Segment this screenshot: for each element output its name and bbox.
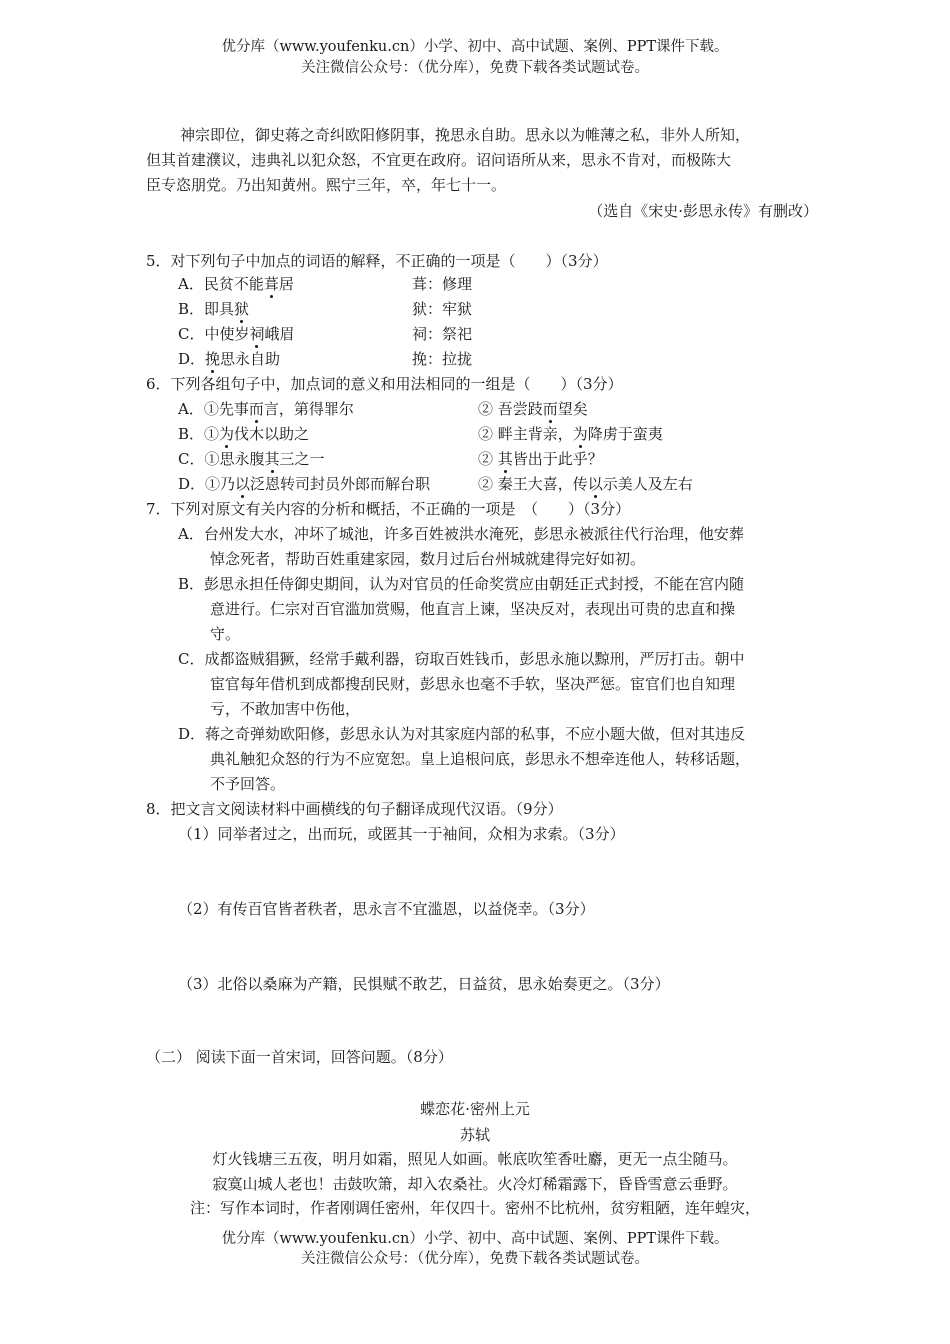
q7-b-line-3: 守。: [210, 625, 241, 643]
q5-option-d: [178, 347, 280, 372]
passage-source: （选自《宋史·彭思永传》有删改）: [588, 202, 818, 220]
poem-line-1: 灯火钱塘三五夜，明月如霜，照见人如画。帐底吹笙香吐麝，更无一点尘随马。: [212, 1150, 738, 1168]
q6-a-left-pre: A．①先事: [178, 400, 249, 418]
q6-c-right-post: 皆出于此乎？: [512, 450, 603, 468]
passage-line-3: 臣专恣朋党。乃出知黄州。熙宁三年，卒，年七十一。: [146, 176, 507, 194]
q6-stem: 6．下列各组句子中，加点词的意义和用法相同的一组是（ ）（3分）: [146, 375, 623, 393]
page-footer-line-1: 优分库（www.youfenku.cn）小学、初中、高中试题、案例、PPT课件下载。: [221, 1231, 729, 1247]
q5-a-post: 居: [278, 275, 294, 293]
q7-c-line-3: 亏，不敢加害中伤他，: [210, 700, 361, 718]
q6-row-d-left: [178, 472, 430, 497]
q6-c-left-mid: 腹: [249, 450, 265, 468]
q7-a-line-2: 悼念死者，帮助百姓重建家园，数月过后台州城就建得完好如初。: [210, 550, 646, 568]
q6-a-left-dotted-word: 而: [248, 400, 264, 418]
q5-c-dotted-word: 祠: [249, 325, 265, 343]
q6-b-left-pre: B．①: [178, 425, 220, 443]
q6-row-a-left: [178, 397, 354, 422]
q5-option-a: [178, 272, 294, 297]
q6-row-c-right: [478, 447, 603, 472]
q6-c-right-pre: ②: [478, 450, 498, 468]
q6-d-right-post: 示美人及左右: [602, 475, 693, 493]
q5-d-pre: D．: [178, 350, 206, 368]
q6-a-right-pre: ② 吾尝跂: [478, 400, 543, 418]
q6-c-left-dotted-word: 其: [264, 450, 280, 468]
q5-d-dotted-word: 挽: [205, 350, 221, 368]
q6-row-b-left: [178, 422, 309, 447]
q5-b-pre: B．即具: [178, 300, 235, 318]
q5-a-dotted-word: 葺: [263, 275, 279, 293]
poem-line-2: 寂寞山城人老也！击鼓吹箫，却入农桑社。火冷灯稀霜露下，昏昏雪意云垂野。: [212, 1175, 738, 1193]
page-header-line-1: 优分库（www.youfenku.cn）小学、初中、高中试题、案例、PPT课件下载。: [221, 39, 729, 55]
poem-author: 苏轼: [459, 1126, 490, 1144]
q5-a-pre: A．民贫不能: [178, 275, 264, 293]
q7-c-line-2: 宦官每年借机到成都搜刮民财，彭思永也毫不手软，坚决严惩。宦官们也自知理: [210, 675, 736, 693]
q5-b-dotted-word: 狱: [234, 300, 250, 318]
q5-option-b: [178, 297, 249, 322]
q8-item-1: （1）同举者过之，出而玩，或匿其一于袖间，众相为求索。（3分）: [178, 825, 625, 843]
q6-row-a-right: [478, 397, 588, 422]
q7-stem: 7．下列对原文有关内容的分析和概括，不正确的一项是 （ ）（3分）: [146, 500, 631, 518]
q7-d-line-1: D．蒋之奇弹劾欧阳修，彭思永认为对其家庭内部的私事，不应小题大做，但对其违反: [178, 725, 746, 743]
q8-stem: 8．把文言文阅读材料中画横线的句子翻译成现代汉语。（9分）: [146, 800, 563, 818]
q6-a-right-post: 望矣: [557, 400, 588, 418]
q8-item-2: （2）有传百官皆者秩者，思永言不宜滥恩，以益侥幸。（3分）: [178, 900, 595, 918]
poem-note: 注：写作本词时，作者刚调任密州，年仅四十。密州不比杭州，贫穷粗陋，连年蝗灾，: [189, 1199, 760, 1217]
q6-a-right-dotted-word: 而: [542, 400, 558, 418]
q7-a-line-1: A．台州发大水，冲坏了城池，许多百姓被洪水淹死，彭思永被派往代行治理，他安葬: [178, 525, 744, 543]
q6-d-right-pre: ② 秦王大喜，传: [478, 475, 588, 493]
q6-c-left-tail: 三之一: [279, 450, 325, 468]
q6-row-c-left: [178, 447, 325, 472]
q7-b-line-1: B．彭思永担任侍御史期间，认为对官员的任命奖赏应由朝廷正式封授，不能在宫内随: [178, 575, 745, 593]
q6-b-right-post: 降虏于蛮夷: [587, 425, 663, 443]
q7-d-line-2: 典礼触犯众怒的行为不应宽恕。皇上追根问底，彭思永不想牵连他人，转移话题，: [210, 750, 751, 768]
q6-d-left-post: 泛恩转司封员外郎而解台职: [250, 475, 431, 493]
q5-option-c-gloss: 祠：祭祀: [412, 325, 473, 343]
passage-line-2: 但其首建濮议，违典礼以犯众怒，不宜更在政府。诏问语所从来，思永不肯对，而极陈大: [146, 151, 732, 169]
q6-c-right-dotted-word: 其: [497, 450, 513, 468]
q5-option-d-gloss: 挽：拉拢: [412, 350, 473, 368]
q5-option-a-gloss: 葺：修理: [412, 275, 473, 293]
q6-row-b-right: [478, 422, 663, 447]
section-2-heading: （二） 阅读下面一首宋词，回答问题。（8分）: [146, 1048, 453, 1066]
q6-row-d-right: [478, 472, 693, 497]
q6-b-left-dotted-word: 为: [219, 425, 235, 443]
q5-c-post: 峨眉: [264, 325, 295, 343]
q6-b-left-post: 伐木以助之: [234, 425, 310, 443]
q6-d-right-dotted-word: 以: [587, 475, 603, 493]
q7-d-line-3: 不予回答。: [210, 775, 286, 793]
page-header-line-2: 关注微信公众号：（优分库），免费下载各类试题试卷。: [301, 60, 649, 76]
passage-line-1: 神宗即位，御史蒋之奇纠欧阳修阴事，挽思永自助。思永以为帷薄之私，非外人所知，: [180, 126, 751, 144]
q5-option-b-gloss: 狱：牢狱: [412, 300, 473, 318]
q8-item-3: （3）北俗以桑麻为产籍，民惧赋不敢艺，日益贫，思永始奏更之。（3分）: [178, 975, 670, 993]
q6-c-left-pre: C．①思永: [178, 450, 250, 468]
q7-c-line-1: C．成都盗贼猖獗，经常手戴利器，窃取百姓钱币，彭思永施以黥刑，严厉打击。朝中: [178, 650, 745, 668]
q5-option-c: [178, 322, 295, 347]
poem-title: 蝶恋花·密州上元: [420, 1100, 530, 1118]
q7-b-line-2: 意进行。仁宗对百官滥加赏赐，他直言上谏，坚决反对，表现出可贵的忠直和操: [210, 600, 736, 618]
q5-stem: 5．对下列句子中加点的词语的解释，不正确的一项是（ ）（3分）: [146, 252, 608, 270]
q6-b-right-pre: ② 畔主背亲，: [478, 425, 573, 443]
q6-d-left-dotted-word: 以: [235, 475, 251, 493]
q5-d-post: 思永自助: [220, 350, 281, 368]
q6-a-left-post: 言，第得罪尔: [263, 400, 354, 418]
q5-c-pre: C．中使岁: [178, 325, 250, 343]
page-footer-line-2: 关注微信公众号：（优分库），免费下载各类试题试卷。: [301, 1251, 649, 1267]
q6-b-right-dotted-word: 为: [572, 425, 588, 443]
q6-d-left-pre: D．①乃: [178, 475, 236, 493]
